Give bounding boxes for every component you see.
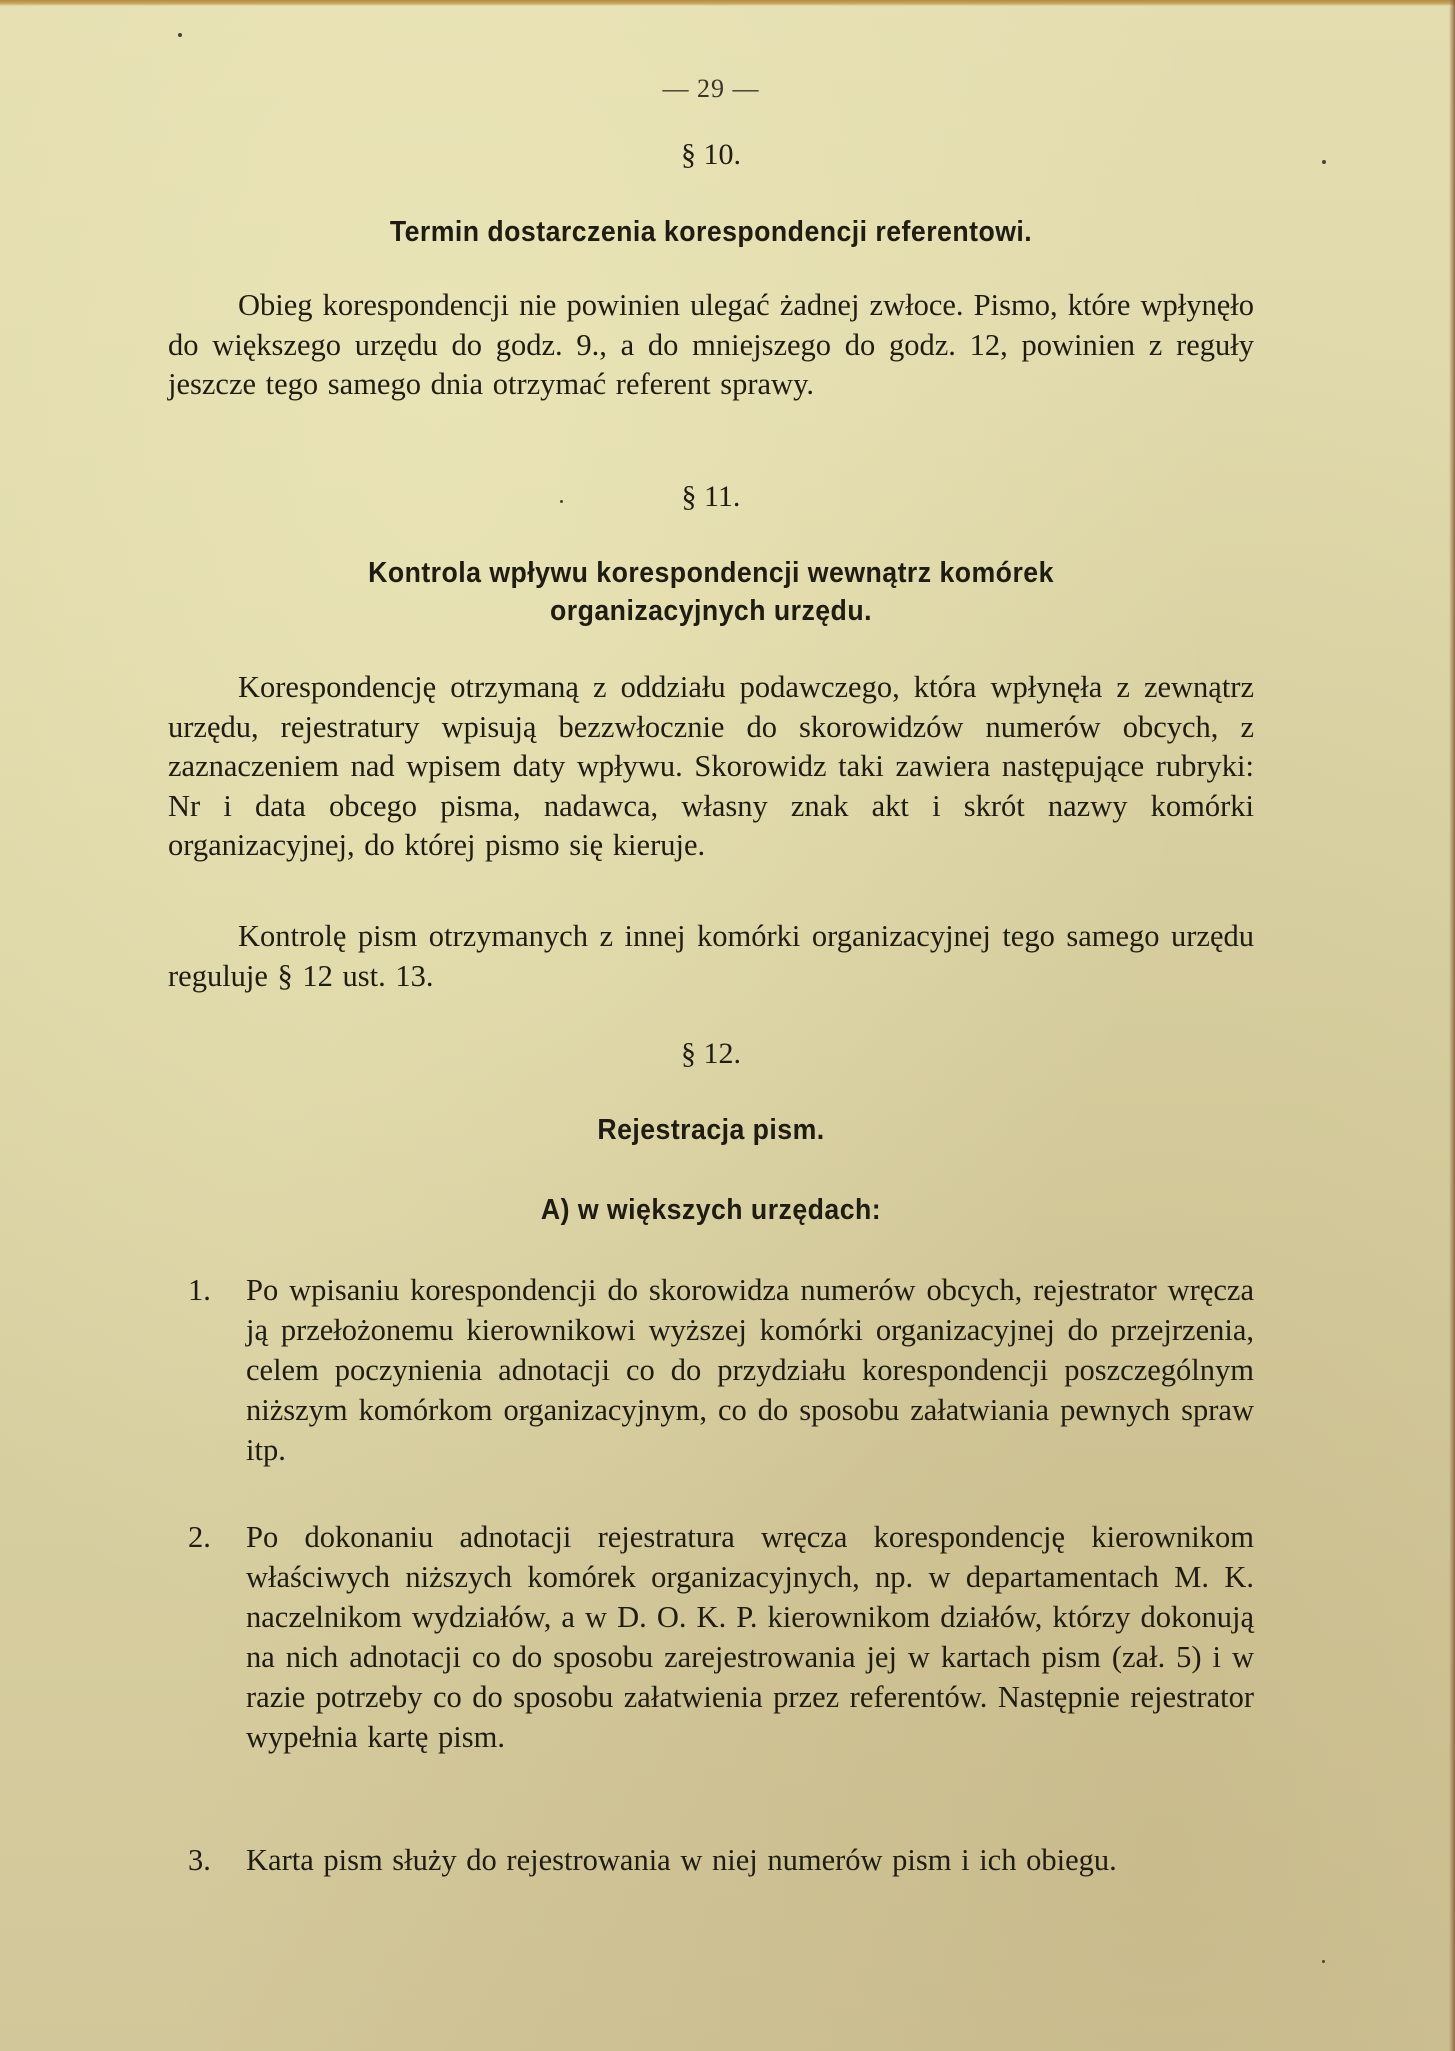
list-item-2 bbox=[168, 1517, 1254, 1757]
section-title-11-line2: organizacyjnych urzędu. bbox=[550, 595, 872, 627]
paragraph-10-1: Obieg korespondencji nie powinien ulegać żadnej zwłoce. Pismo, które wpłynęło do większego urzędu do godz. 9., a do mniejszego do godz. 12, powinien z reguły jeszcze tego samego dnia otrzymać referent sprawy. bbox=[168, 288, 1254, 401]
list-item-1 bbox=[168, 1270, 1254, 1470]
list-item-text: Karta pism służy do rejestrowania w niej numerów pism i ich obiegu. bbox=[246, 1843, 1117, 1877]
page-number: — 29 — bbox=[662, 74, 760, 103]
list-item-text: Po dokonaniu adnotacji rejestratura wręcza korespondencję kierownikom właściwych niższych komórek organizacyjnych, np. w departamentach M. K. naczelnikom wydziałów, a w D. O. K. P. kierownikom działów, którzy dokonują na nich adnotacji co do sposobu zarejestrowania jej w kartach pism (zał. 5) i w razie potrzeby co do sposobu załatwienia przez referentów. Następnie rejestrator wypełnia kartę pism. bbox=[246, 1520, 1254, 1754]
section-mark-10: § 10. bbox=[681, 138, 741, 171]
paper-speck bbox=[1322, 160, 1326, 164]
list-item-text: Po wpisaniu korespondencji do skorowidza numerów obcych, rejestrator wręcza ją przełożonemu kierownikowi wyższej komórki organizacyjnej do przejrzenia, celem poczynienia adnotacji co do przydziału korespondencji poszczególnym niższym komórkom organizacyjnym, co do sposobu załatwiania pewnych spraw itp. bbox=[246, 1273, 1254, 1467]
section-title-10: Termin dostarczenia korespondencji referentowi. bbox=[389, 216, 1033, 248]
paragraph-11-1: Korespondencję otrzymaną z oddziału podawczego, która wpłynęła z zewnątrz urzędu, rejestratury wpisują bezzwłocznie do skorowidzów numerów obcych, z zaznaczeniem nad wpisem daty wpływu. Skorowidz taki zawiera następujące rubryki: Nr i data obcego pisma, nadawca, własny znak akt i skrót nazwy komórki organizacyjnej, do której pismo się kieruje. bbox=[168, 670, 1254, 862]
section-subtitle-12a: A) w większych urzędach: bbox=[540, 1194, 882, 1226]
section-mark-11: § 11. bbox=[681, 480, 741, 513]
paper-speck bbox=[1322, 1960, 1325, 1963]
section-mark-12: § 12. bbox=[681, 1037, 741, 1070]
list-item-number: 2. bbox=[188, 1520, 211, 1554]
paper-speck bbox=[178, 33, 182, 37]
paragraph-11-2: Kontrolę pism otrzymanych z innej komórki organizacyjnej tego samego urzędu reguluje § 12 ust. 13. bbox=[168, 919, 1254, 993]
list-item-3 bbox=[168, 1840, 1254, 1880]
page-right-edge bbox=[1449, 0, 1455, 2051]
list-item-number: 3. bbox=[188, 1843, 211, 1877]
list-item-number: 1. bbox=[188, 1273, 211, 1307]
page-top-edge bbox=[0, 0, 1455, 6]
section-title-12: Rejestracja pism. bbox=[597, 1114, 825, 1146]
section-title-11-line1: Kontrola wpływu korespondencji wewnątrz komórek bbox=[368, 557, 1054, 589]
